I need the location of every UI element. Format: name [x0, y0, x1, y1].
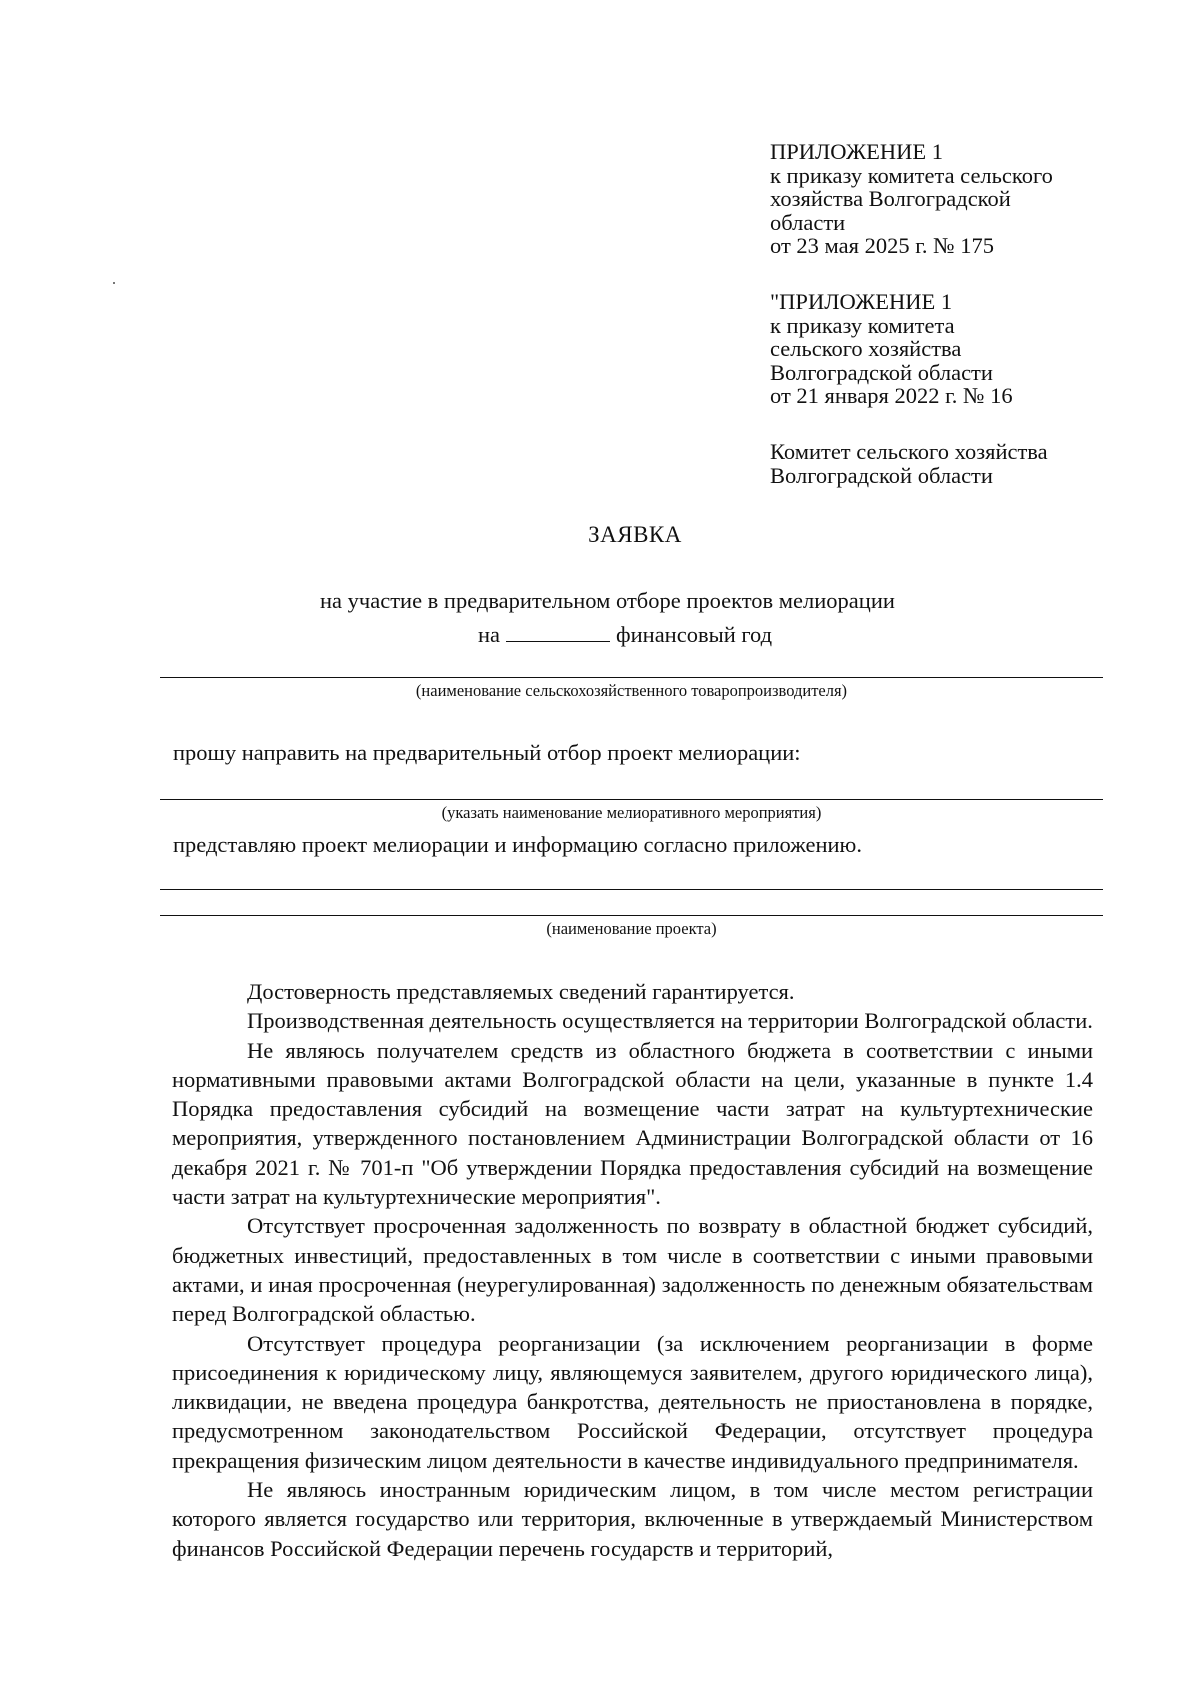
addressee-line: Комитет сельского хозяйства: [770, 439, 1048, 464]
paragraph: Производственная деятельность осуществляется на территории Волгоградской области.: [247, 1008, 1093, 1034]
addressee-block: [770, 440, 1170, 487]
appendix-line: к приказу комитета: [770, 312, 955, 338]
fiscal-year-suffix: финансовый год: [616, 622, 773, 647]
appendix-line: Волгоградской области: [770, 359, 993, 385]
appendix-title: "ПРИЛОЖЕНИЕ 1: [770, 289, 953, 314]
paragraph: Достоверность представляемых сведений гарантируется.: [247, 979, 795, 1004]
request-text: прошу направить на предварительный отбор проект мелиорации:: [173, 740, 801, 765]
appendix-order-date: от 21 января 2022 г. № 16: [770, 383, 1013, 408]
producer-name-line[interactable]: [160, 677, 1103, 678]
paragraph: Отсутствует процедура реорганизации (за исключением реорганизации в форме присоединения к юридическому лицу, являющемуся заявителем, другого юридического лица), ликвидации, не введена процедура банкротства, деятельность не приостановлена в порядке, предусмотренном законодательством Российской Федерации, отсутствует процедура прекращения физическим лицом деятельности в качестве индивидуального предпринимателя.: [172, 1330, 1093, 1473]
declarations-body: [172, 977, 1093, 1563]
fiscal-year-prefix: на: [478, 622, 501, 647]
appendix-header-previous: [770, 290, 1170, 408]
project-name-caption: (наименование проекта): [546, 919, 717, 938]
appendix-line: хозяйства Волгоградской: [770, 186, 1011, 211]
paragraph: Не являюсь иностранным юридическим лицом, в том числе местом регистрации которого является государство или территория, включенные в утверждаемый Министерством финансов Российской Федерации перечень государств и территорий,: [172, 1477, 1093, 1561]
activity-name-line[interactable]: [160, 799, 1103, 800]
appendix-line: области: [770, 209, 846, 235]
project-name-line-2[interactable]: [160, 915, 1103, 916]
project-name-line-1[interactable]: [160, 889, 1103, 890]
document-title: ЗАЯВКА: [588, 522, 682, 547]
scan-speck: [113, 282, 115, 284]
producer-name-caption: (наименование сельскохозяйственного товаропроизводителя): [415, 681, 848, 700]
activity-name-caption: (указать наименование мелиоративного мероприятия): [441, 803, 822, 822]
appendix-line: сельского хозяйства: [770, 336, 962, 361]
present-text: представляю проект мелиорации и информацию согласно приложению.: [173, 832, 862, 857]
paragraph: Не являюсь получателем средств из областного бюджета в соответствии с иными нормативными правовыми актами Волгоградской области на цели, указанные в пункте 1.4 Порядка предоставления субсидий на возмещение части затрат на культуртехнические мероприятия, утвержденного постановлением Администрации Волгоградской области от 16 декабря 2021 г. № 701-п "Об утверждении Порядка предоставления субсидий на возмещение части затрат на культуртехнические мероприятия".: [172, 1037, 1093, 1210]
document-subtitle: на участие в предварительном отборе проектов мелиорации: [320, 588, 895, 613]
fiscal-year-line: [478, 622, 772, 648]
appendix-title: ПРИЛОЖЕНИЕ 1: [770, 139, 943, 164]
appendix-line: к приказу комитета сельского: [770, 162, 1053, 188]
appendix-header-current: [770, 140, 1170, 258]
fiscal-year-blank[interactable]: [506, 623, 610, 642]
appendix-order-date: от 23 мая 2025 г. № 175: [770, 233, 994, 258]
paragraph: Отсутствует просроченная задолженность по возврату в областной бюджет субсидий, бюджетных инвестиций, предоставленных в том числе в соответствии с иными правовыми актами, и иная просроченная (неурегулированная) задолженность по денежным обязательствам перед Волгоградской областью.: [172, 1213, 1093, 1327]
addressee-line: Волгоградской области: [770, 462, 993, 488]
